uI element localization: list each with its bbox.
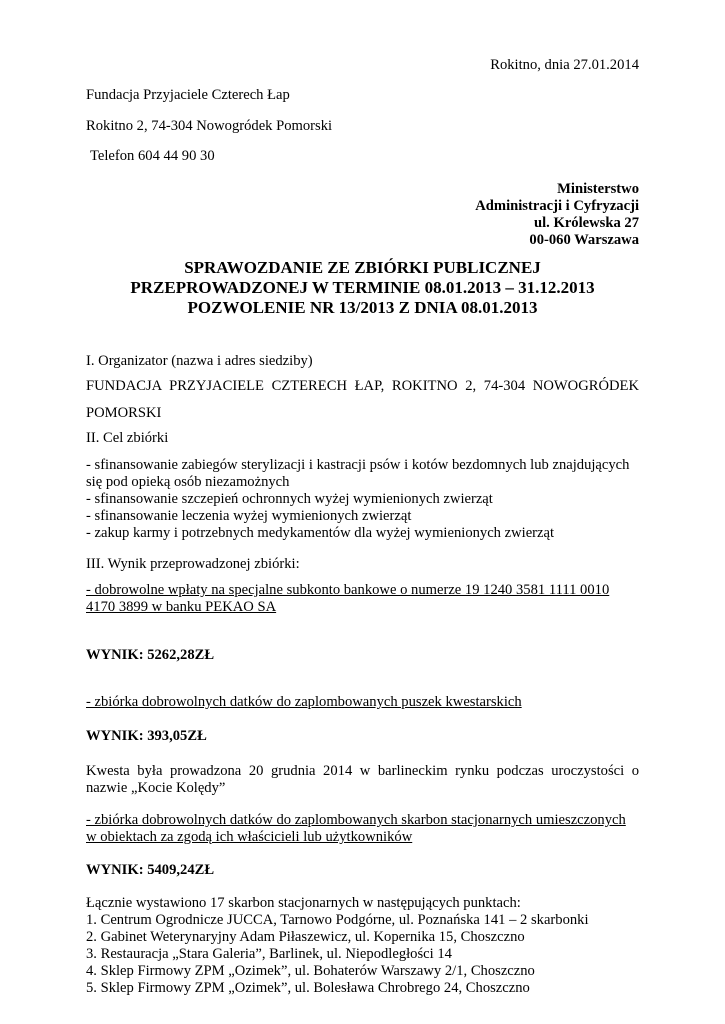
recipient-line: Administracji i Cyfryzacji xyxy=(475,198,639,214)
list-item: 1. Centrum Ogrodnicze JUCCA, Tarnowo Podgórne, ul. Poznańska 141 – 2 skarbonki xyxy=(86,912,589,928)
list-item: - zakup karmy i potrzebnych medykamentów dla wyżej wymienionych zwierząt xyxy=(86,525,555,541)
bank-transfer-text xyxy=(86,582,609,616)
list-item: się pod opieką osób niezamożnych xyxy=(86,474,290,490)
sender-address: Rokitno 2, 74-304 Nowogródek Pomorski xyxy=(86,118,333,134)
kwesta-line2: nazwie „Kocie Kolędy” xyxy=(86,780,226,796)
kwesta-line1: Kwesta była prowadzona 20 grudnia 2014 w barlineckim rynku podczas uroczystości o xyxy=(86,763,639,779)
list-item: 5. Sklep Firmowy ZPM „Ozimek”, ul. Bolesława Chrobrego 24, Choszczno xyxy=(86,980,530,996)
stationary-boxes-line: - zbiórka dobrowolnych datków do zaplombowanych skarbon stacjonarnych umieszczonych xyxy=(86,812,626,828)
recipient-line: Ministerstwo xyxy=(557,181,639,197)
section2-list xyxy=(86,457,629,542)
sender-phone: Telefon 604 44 90 30 xyxy=(90,148,215,164)
bank-transfer-line: - dobrowolne wpłaty na specjalne subkonto bankowe o numerze 19 1240 3581 1111 0010 xyxy=(86,582,610,598)
recipient-line: 00-060 Warszawa xyxy=(529,232,639,248)
list-item: 3. Restauracja „Stara Galeria”, Barlinek, ul. Niepodległości 14 xyxy=(86,946,452,962)
sender-name: Fundacja Przyjaciele Czterech Łap xyxy=(86,87,290,103)
title-line: SPRAWOZDANIE ZE ZBIÓRKI PUBLICZNEJ xyxy=(184,258,541,277)
stationary-boxes-text xyxy=(86,812,626,846)
collection-boxes-text: - zbiórka dobrowolnych datków do zaplombowanych puszek kwestarskich xyxy=(86,694,522,710)
document-title xyxy=(0,258,725,318)
title-line: POZWOLENIE NR 13/2013 Z DNIA 08.01.2013 xyxy=(187,298,538,317)
section1-value-line1: FUNDACJA PRZYJACIELE CZTERECH ŁAP, ROKITNO 2, 74-304 NOWOGRÓDEK xyxy=(86,378,639,394)
points-list xyxy=(86,895,589,997)
date-line: Rokitno, dnia 27.01.2014 xyxy=(490,57,639,73)
title-line: PRZEPROWADZONEJ W TERMINIE 08.01.2013 – 31.12.2013 xyxy=(130,278,595,297)
points-intro: Łącznie wystawiono 17 skarbon stacjonarnych w następujących punktach: xyxy=(86,895,521,911)
bank-transfer-line: 4170 3899 w banku PEKAO SA xyxy=(86,599,277,615)
boxes-result: WYNIK: 393,05ZŁ xyxy=(86,728,207,744)
list-item: 2. Gabinet Weterynaryjny Adam Piłaszewicz, ul. Kopernika 15, Choszczno xyxy=(86,929,525,945)
stationary-boxes-line: w obiektach za zgodą ich właścicieli lub użytkowników xyxy=(86,829,413,845)
list-item: - sfinansowanie szczepień ochronnych wyżej wymienionych zwierząt xyxy=(86,491,493,507)
section1-heading: I. Organizator (nazwa i adres siedziby) xyxy=(86,353,313,369)
stationary-result: WYNIK: 5409,24ZŁ xyxy=(86,862,215,878)
recipient-block xyxy=(475,181,639,249)
bank-result: WYNIK: 5262,28ZŁ xyxy=(86,647,215,663)
list-item: - sfinansowanie leczenia wyżej wymienionych zwierząt xyxy=(86,508,412,524)
section1-value-line2: POMORSKI xyxy=(86,405,162,421)
recipient-line: ul. Królewska 27 xyxy=(534,215,639,231)
list-item: 4. Sklep Firmowy ZPM „Ozimek”, ul. Bohaterów Warszawy 2/1, Choszczno xyxy=(86,963,535,979)
section2-heading: II. Cel zbiórki xyxy=(86,430,169,446)
section3-heading: III. Wynik przeprowadzonej zbiórki: xyxy=(86,556,300,572)
list-item: - sfinansowanie zabiegów sterylizacji i kastracji psów i kotów bezdomnych lub znajdujących xyxy=(86,457,630,473)
